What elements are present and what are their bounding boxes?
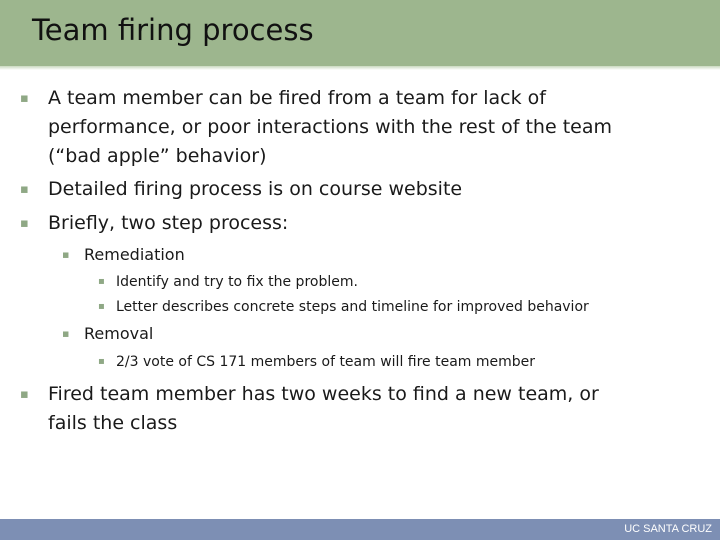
footer-bar [0, 519, 720, 540]
sub-bullet-text: Removal [84, 324, 154, 343]
bullet-text: performance, or poor interactions with the rest of the team [48, 116, 612, 138]
bullet-text: (“bad apple” behavior) [48, 145, 267, 167]
bullet-icon: ▪ [62, 327, 70, 340]
sub-sub-bullet-text: Letter describes concrete steps and timeline for improved behavior [116, 299, 589, 315]
sub-sub-bullet-text: Identify and try to fix the problem. [116, 274, 358, 290]
title-divider [0, 66, 720, 70]
footer-label: UC SANTA CRUZ [624, 523, 712, 535]
bullet-icon: ▪ [98, 276, 105, 287]
bullet-text: Briefly, two step process: [48, 212, 289, 234]
slide-title: Team firing process [32, 13, 314, 47]
bullet-text: Fired team member has two weeks to find a new team, or [48, 383, 599, 405]
bullet-icon: ▪ [20, 91, 29, 106]
sub-sub-bullet-text: 2/3 vote of CS 171 members of team will fire team member [116, 354, 536, 370]
bullet-text: A team member can be fired from a team for lack of [48, 87, 546, 109]
sub-bullet-text: Remediation [84, 245, 185, 264]
bullet-icon: ▪ [20, 387, 29, 402]
bullet-icon: ▪ [20, 182, 29, 197]
bullet-icon: ▪ [98, 301, 105, 312]
bullet-icon: ▪ [62, 248, 70, 261]
bullet-icon: ▪ [98, 356, 105, 367]
bullet-text: Detailed firing process is on course website [48, 178, 463, 200]
bullet-text: fails the class [48, 412, 178, 434]
bullet-icon: ▪ [20, 216, 29, 231]
